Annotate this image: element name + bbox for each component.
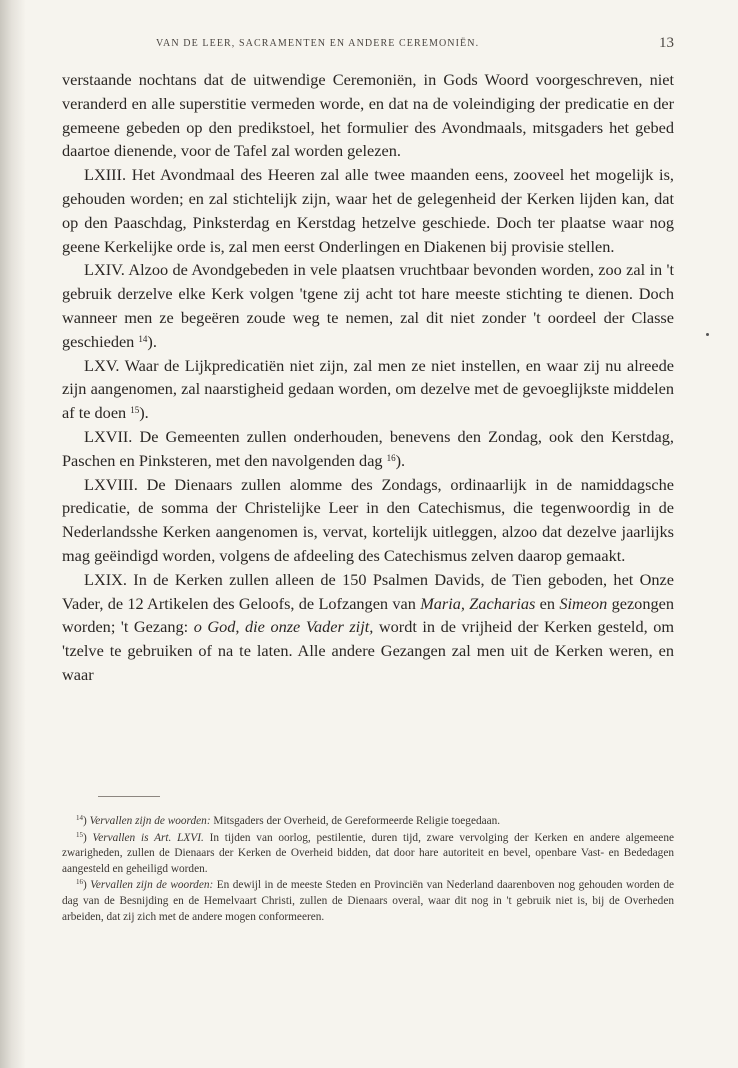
article-lxviii <box>62 473 674 568</box>
footnote-ref: 15 <box>130 405 140 416</box>
footnote-number: 15 <box>76 830 83 839</box>
footnote-lead: Vervallen zijn de woorden: <box>90 879 214 892</box>
paragraph-text: gezongen worden; 't Gezang: <box>62 593 674 637</box>
paragraph-text: LXVIII. De Dienaars zullen alomme des Zondags, ordinaarlijk in de namiddagsche predicatie, de somma der Christelijke Leer in den Catechismus, die tegenwoordig in de Nederlandsshe Kerken aangenomen is, vervat, kortelijk uitleggen, alzoo dat dezelve jaarlijks mag geëindigd worden, volgens de afdeeling des Catechismus zelven daarop gemaakt. <box>62 474 674 565</box>
paragraph-end: ). <box>139 403 149 423</box>
footnote-text: Mitsgaders der Overheid, de Gereformeerde Religie toegedaan. <box>213 815 501 827</box>
footnote-text: In tijden van oorlog, pestilentie, duren tijd, zware vervolging der Kerken en andere algemeene zwarigheden, zullen de Dienaars der Kerken de Overheid bidden, dat door hare autoriteit en bevel, openbare Vast- en Bededagen aangesteld en geheiligd worden. <box>62 831 674 875</box>
italic-name: Zacharias <box>469 593 536 613</box>
footnote-ref: 14 <box>138 333 148 344</box>
article-lxvii <box>62 425 674 473</box>
footnote-lead: Vervallen is Art. LXVI. <box>92 831 204 844</box>
article-lxiv <box>62 258 674 353</box>
footnote-14: $^{14}$) Vervallen zijn de woorden: Mitsgaders der Overheid, de Gereformeerde Religie toegedaan. <box>76 814 501 827</box>
paragraph-text: LXIV. Alzoo de Avondgebeden in vele plaatsen vruchtbaar bevonden worden, zoo zal in 't gebruik derzelve elke Kerk volgen 'tgene zij acht tot hare meeste stichting te dienen. Doch wanneer men ze begeëren zoude weg te nemen, zal dit niet zonder 't oordeel der Classe geschieden <box>62 260 674 351</box>
main-text <box>62 68 674 687</box>
footnote-number: 16 <box>76 878 83 887</box>
article-lxix <box>62 568 674 687</box>
paragraph-text: en <box>539 593 556 613</box>
footnote-number: 14 <box>76 814 83 822</box>
paragraph-end: ). <box>395 450 406 470</box>
paragraph-text: LXIII. Het Avondmaal des Heeren zal alle twee maanden eens, zooveel het mogelijk is, gehouden worden; en zal stichtelijk zijn, waar het de gelegenheid der Kerken lijden kan, dat op den Paaschdag, Pinksterdag en Kerstdag hetzelve geschiede. Doch ter plaatse waar nog geene Kerkelijke orde is, zal men eerst Onderlingen en Diakenen bij provisie stellen. <box>62 165 674 256</box>
footnote-text: En dewijl in de meeste Steden en Provinciën van Nederland daarenboven nog gehouden worden de dag van de Besnijding en de Hemelvaart Christi, zullen de Dienaars overal, waar dit nog in 't gebruik niet is, bij de Overheden arbeiden, dat zij zich met de andere mogen conformeeren. <box>62 879 675 923</box>
footnote-ref: 16 <box>386 452 396 463</box>
paragraph-text: LXVII. De Gemeenten zullen onderhouden, benevens den Zondag, ook den Kerstdag, Paschen en Pinksteren, met den navolgenden dag <box>62 426 674 470</box>
footnote-divider <box>98 796 160 797</box>
page-edge-shadow <box>0 0 26 1068</box>
page-number: 13 <box>659 35 674 51</box>
paragraph-text: LXIX. In de Kerken zullen alleen de 150 Psalmen Davids, de Tien geboden, het Onze Vader, de 12 Artikelen des Geloofs, de Lofzangen van <box>62 569 674 613</box>
paragraph-text: LXV. Waar de Lijkpredicatiën niet zijn, zal men ze niet instellen, en waar zij nu alreede zijn aangenomen, zal naarstigheid gedaan worden, om dezelve met de gevoeglijkste middelen af te doen <box>62 355 674 423</box>
print-speck <box>706 333 709 336</box>
paragraph-end: ). <box>147 331 157 351</box>
italic-name: Maria, <box>420 593 465 613</box>
footnote-15: $^{15}$) Vervallen is Art. LXVI. In tijden van oorlog, pestilentie, duren tijd, zware vervolging der Kerken en andere algemeene zwarigheden, zullen de Dienaars der Kerken de Overheid bidden, dat door hare autoriteit en bevel, openbare Vast- en Bededagen aangesteld en geheiligd worden. <box>62 830 674 875</box>
footnote-lead: Vervallen zijn de woorden: <box>89 815 211 827</box>
article-lxiii <box>62 163 674 258</box>
footnote-16: $^{16}$) Vervallen zijn de woorden: En dewijl in de meeste Steden en Provinciën van Nederland daarenboven nog gehouden worden de dag van de Besnijding en de Hemelvaart Christi, zullen de Dienaars overal, waar dit nog in 't gebruik niet is, bij de Overheden arbeiden, dat zij zich met de andere mogen conformeeren. <box>62 878 675 923</box>
footnotes <box>62 814 674 926</box>
paragraph-text: wordt in de vrijheid der Kerken gesteld, om 'tzelve te gebruiken of na te laten. Alle andere Gezangen zal men uit de Kerken weren, en waar <box>62 617 674 684</box>
article-lxv <box>62 354 674 425</box>
paragraph-continuation <box>62 68 674 163</box>
running-title: VAN DE LEER, SACRAMENTEN EN ANDERE CEREMONIËN. <box>156 38 480 49</box>
italic-name: Simeon <box>559 593 608 613</box>
paragraph-text: verstaande nochtans dat de uitwendige Ceremoniën, in Gods Woord voorgeschreven, niet veranderd en alle superstitie vermeden worde, en dat na de voleindiging der predicatie en der gemeene gebeden op den predikstoel, het formulier des Avondmaals, mitsgaders het gebed daartoe dienende, voor de Tafel zal worden gelezen. <box>62 70 674 161</box>
italic-hymn-title: o God, die onze Vader zijt, <box>193 617 374 637</box>
